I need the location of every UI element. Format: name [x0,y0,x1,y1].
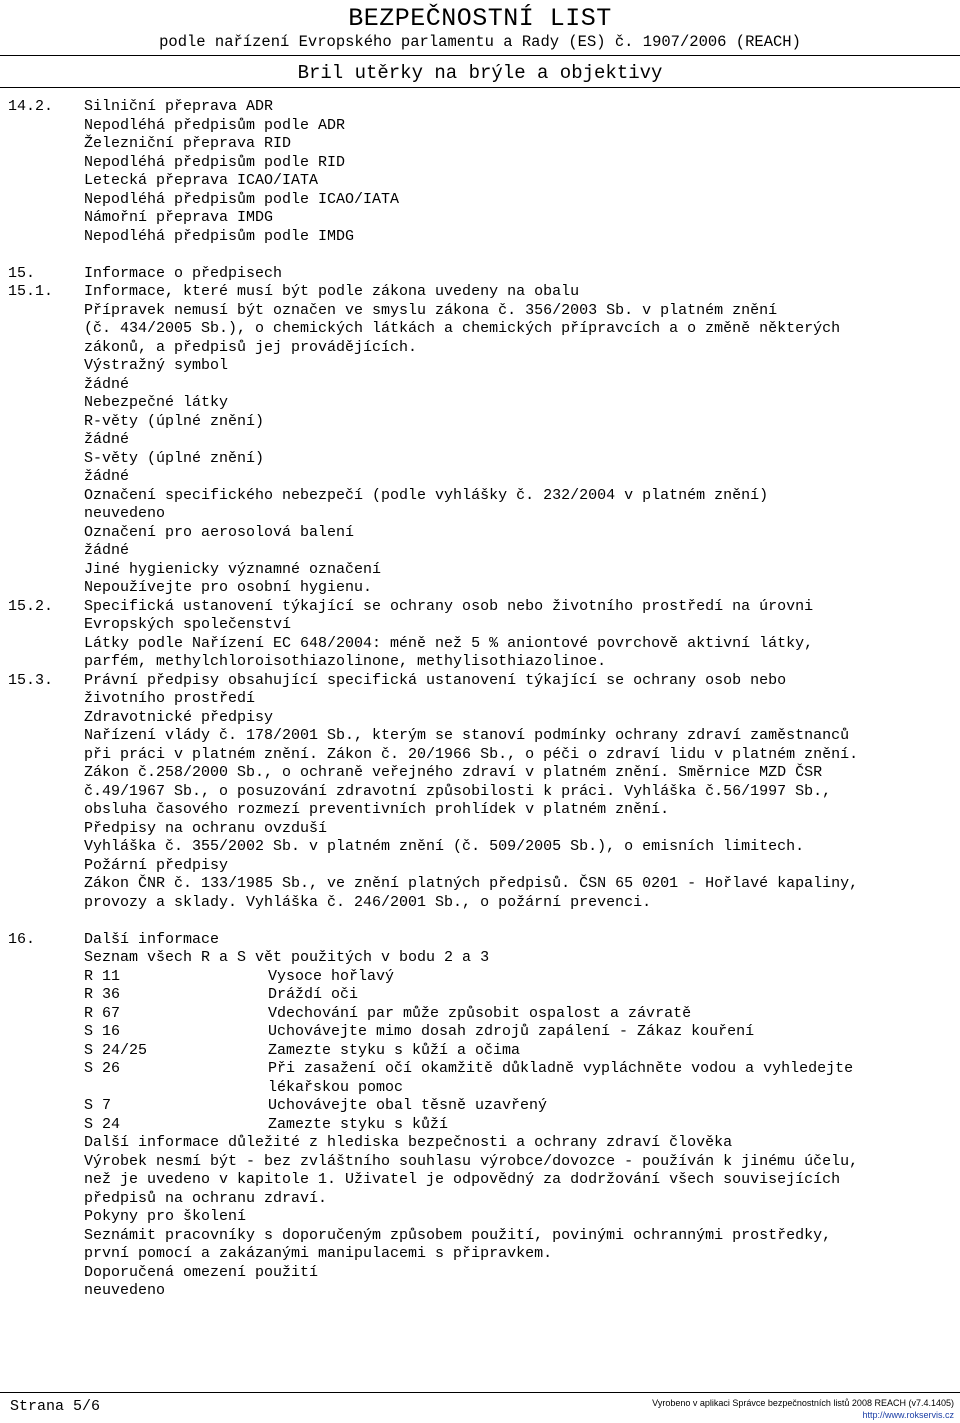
phrase-code: R 36 [84,986,121,1003]
vendor-link[interactable]: http://www.rokservis.cz [862,1410,954,1420]
phrase-row [0,1097,960,1116]
line-text: Látky podle Nařízení EC 648/2004: méně než 5 % aniontové povrchově aktivní látky, [84,634,814,652]
text-line [0,616,960,635]
page-number: Strana 5/6 [10,1398,101,1415]
text-line [0,191,960,210]
phrase-description: Dráždí oči [268,986,359,1003]
regulation-subtitle: podle nařízení Evropského parlamentu a Rady (ES) č. 1907/2006 (REACH) [159,33,801,51]
phrase-code: R 67 [84,1004,121,1022]
text-line [0,320,960,339]
line-text: Nepodléhá předpisům podle IMDG [84,227,355,245]
phrase-code: S 24 [84,1115,121,1133]
text-line [0,265,960,284]
text-line [0,931,960,950]
line-text: Zákon č.258/2000 Sb., o ochraně veřejného zdraví v platném znění. Směrnice MZD ČSR [84,764,823,781]
line-text: parfém, methylchloroisothiazolinone, methylisothiazolinoe. [84,653,607,670]
text-line [0,579,960,598]
section-number: 15.3. [8,671,54,689]
text-line [0,1245,960,1264]
text-line [0,246,960,265]
text-line [0,209,960,228]
line-text: než je uvedeno v kapitole 1. Uživatel je odpovědný za dodržování všech souvisejících [84,1171,841,1188]
text-line [0,1264,960,1283]
line-text: životního prostředí [84,690,256,707]
line-text: provozy a sklady. Vyhláška č. 246/2001 Sb., o požární prevenci. [84,893,652,911]
line-text: žádné [84,468,130,485]
text-line [0,727,960,746]
line-text: Informace, které musí být podle zákona uvedeny na obalu [84,283,580,300]
line-text: Požární předpisy [84,856,229,874]
line-text: Silniční přeprava ADR [84,98,274,115]
text-line [0,357,960,376]
phrase-row [0,1116,960,1135]
line-text: Nepodléhá předpisům podle ICAO/IATA [84,190,400,208]
r-s-phrase-list [0,968,960,1135]
phrase-row [0,1042,960,1061]
phrase-row [0,1005,960,1024]
line-text: Letecká přeprava ICAO/IATA [84,172,319,189]
line-text: Právní předpisy obsahující specifická ustanovení týkající se ochrany osob nebo [84,671,787,689]
line-text: neuvedeno [84,1282,166,1299]
phrase-row [0,1079,960,1098]
line-text: Výstražný symbol [84,357,229,374]
line-text: Pokyny pro školení [84,1208,247,1225]
phrase-description: Vdechování par může způsobit ospalost a závratě [268,1004,692,1022]
additional-info [0,1134,960,1301]
line-text: Zdravotnické předpisy [84,708,274,726]
text-line [0,764,960,783]
line-text: neuvedeno [84,505,166,522]
text-line [0,1190,960,1209]
text-line [0,98,960,117]
text-line [0,117,960,136]
text-line [0,283,960,302]
line-text: obsluha časového rozmezí preventivních prohlídek v platném znění. [84,801,670,818]
line-text: Další informace důležité z hlediska bezpečnosti a ochrany zdraví člověka [84,1134,733,1151]
text-line [0,487,960,506]
text-line [0,1282,960,1301]
phrase-code: R 11 [84,967,121,985]
line-text: Informace o předpisech [84,264,283,282]
line-text: Evropských společenství [84,616,292,633]
line-text: Nepoužívejte pro osobní hygienu. [84,579,373,596]
line-text: Námořní přeprava IMDG [84,209,274,226]
section-lines [0,98,960,968]
line-text: Specifická ustanovení týkající se ochrany osob nebo životního prostředí na úrovni [84,597,814,615]
line-text: žádné [84,431,130,448]
text-line [0,653,960,672]
line-text: Výrobek nesmí být - bez zvláštního souhlasu výrobce/dovozce - používán k jinému účelu, [84,1152,859,1170]
text-line [0,894,960,913]
text-line [0,1134,960,1153]
text-line [0,542,960,561]
line-text: Nepodléhá předpisům podle RID [84,153,346,171]
phrase-row [0,968,960,987]
credit-text: Vyrobeno v aplikaci Správce bezpečnostních listů 2008 REACH (v7.4.1405) [652,1398,954,1408]
product-name: Bril utěrky na brýle a objektivy [297,62,663,84]
text-line [0,302,960,321]
text-line [0,672,960,691]
phrase-description: Při zasažení očí okamžitě důkladně vypláchněte vodou a vyhledejte [268,1060,854,1077]
phrase-code: S 24/25 [84,1041,148,1059]
line-text: žádné [84,375,130,393]
text-line [0,172,960,191]
line-text: předpisů na ochranu zdraví. [84,1189,328,1207]
text-line [0,690,960,709]
phrase-description: Uchovávejte mimo dosah zdrojů zapálení - Zákaz kouření [268,1023,755,1040]
text-line [0,339,960,358]
header-divider-bottom [0,87,960,88]
text-line [0,598,960,617]
text-line [0,801,960,820]
text-line [0,635,960,654]
text-line [0,228,960,247]
text-line [0,949,960,968]
line-text: R-věty (úplné znění) [84,412,265,430]
text-line [0,1153,960,1172]
line-text: žádné [84,542,130,559]
line-text: Další informace [84,930,220,948]
phrase-description: lékařskou pomoc [268,1078,404,1096]
section-number: 15.2. [8,597,54,615]
text-line [0,912,960,931]
text-line [0,450,960,469]
text-line [0,1208,960,1227]
text-line [0,413,960,432]
text-line [0,135,960,154]
phrase-code: S 16 [84,1023,121,1040]
text-line [0,709,960,728]
line-text: Nebezpečné látky [84,394,229,411]
section-number: 15. [8,264,36,282]
software-credit [652,1397,954,1421]
line-text: Železniční přeprava RID [84,135,292,152]
footer-divider [0,1392,960,1393]
line-text: Předpisy na ochranu ovzduší [84,819,328,837]
text-line [0,1171,960,1190]
section-number: 15.1. [8,283,54,300]
phrase-code: S 26 [84,1060,121,1077]
phrase-description: Zamezte styku s kůží a očima [268,1041,521,1059]
text-line [0,431,960,450]
line-text: č.49/1967 Sb., o posuzování zdravotní způsobilosti k práci. Vyhláška č.56/1997 Sb., [84,782,832,800]
text-line [0,857,960,876]
line-text: zákonů, a předpisů jej provádějících. [84,338,418,356]
text-line [0,524,960,543]
line-text: (č. 434/2005 Sb.), o chemických látkách a chemických přípravcích a o změně některých [84,320,841,337]
phrase-code: S 7 [84,1097,112,1114]
header-divider [0,55,960,56]
text-line [0,561,960,580]
line-text: Seznam všech R a S vět použitých v bodu 2 a 3 [84,949,490,966]
line-text: Zákon ČNR č. 133/1985 Sb., ve znění platných předpisů. ČSN 65 0201 - Hořlavé kapaliny, [84,875,859,892]
line-text: Jiné hygienicky významné označení [84,560,382,578]
line-text: Označení pro aerosolová balení [84,523,355,541]
text-line [0,875,960,894]
line-text: Označení specifického nebezpečí (podle vyhlášky č. 232/2004 v platném znění) [84,486,769,504]
text-line [0,468,960,487]
line-text: Přípravek nemusí být označen ve smyslu zákona č. 356/2003 Sb. v platném znění [84,301,778,319]
phrase-row [0,1023,960,1042]
line-text: první pomocí a zakázanými manipulacemi s připravkem. [84,1245,553,1262]
text-line [0,154,960,173]
line-text: Nařízení vlády č. 178/2001 Sb., kterým se stanoví podmínky ochrany zdraví zaměstnanců [84,727,850,744]
document-title: BEZPEČNOSTNÍ LIST [348,4,612,33]
line-text: S-věty (úplné znění) [84,449,265,467]
phrase-row [0,1060,960,1079]
line-text: při práci v platném znění. Zákon č. 20/1966 Sb., o péči o zdraví lidu v platném znění. [84,745,859,763]
text-line [0,820,960,839]
text-line [0,505,960,524]
text-line [0,394,960,413]
phrase-row [0,986,960,1005]
phrase-description: Uchovávejte obal těsně uzavřený [268,1097,548,1114]
section-number: 16. [8,930,36,948]
line-text: Nepodléhá předpisům podle ADR [84,116,346,134]
line-text: Seznámit pracovníky s doporučeným způsobem použití, povinými ochrannými prostředky, [84,1226,832,1244]
section-number: 14.2. [8,98,54,115]
text-line [0,783,960,802]
text-line [0,838,960,857]
text-line [0,1227,960,1246]
line-text: Doporučená omezení použití [84,1263,319,1281]
line-text: Vyhláška č. 355/2002 Sb. v platném znění (č. 509/2005 Sb.), o emisních limitech. [84,838,805,855]
document-body [0,98,960,1301]
text-line [0,376,960,395]
phrase-description: Vysoce hořlavý [268,967,395,985]
text-line [0,746,960,765]
phrase-description: Zamezte styku s kůží [268,1115,449,1133]
